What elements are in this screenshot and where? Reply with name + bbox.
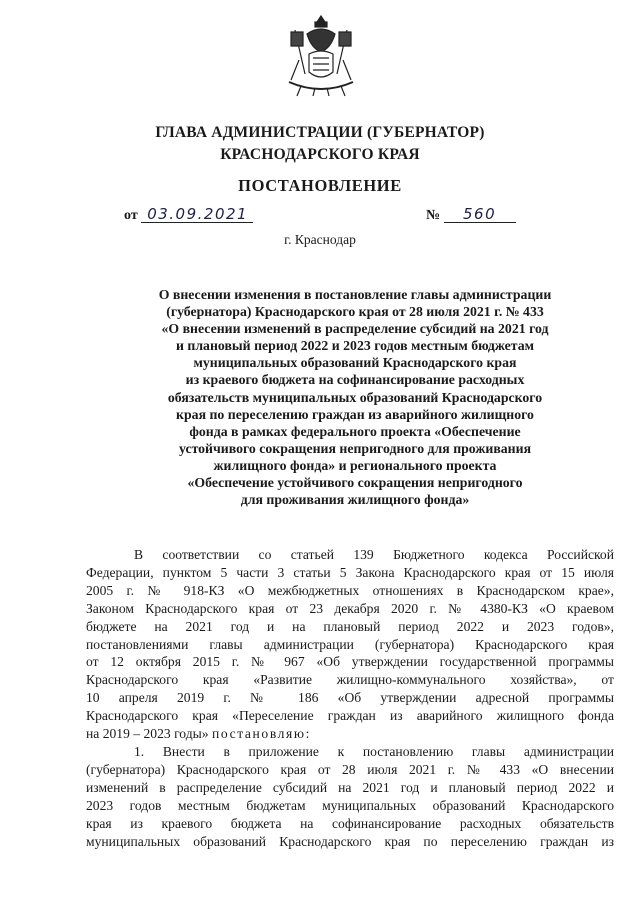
body-line: (губернатора) Краснодарского края от 28 июля 2021 г. № 433 «О внесении (86, 761, 614, 777)
title-line: жилищного фонда» и регионального проекта (213, 457, 497, 473)
body-line: бюджете на 2021 год и на плановый период 2022 и 2023 годов», (86, 618, 614, 634)
body-line: муниципальных образований Краснодарского края по переселению граждан из (86, 833, 614, 849)
body-line: Краснодарского края «Развитие жилищно-коммунального хозяйства», от (86, 672, 614, 688)
date-value: 03.09.2021 (141, 206, 253, 223)
coat-of-arms-emblem (285, 12, 357, 98)
number-line (426, 206, 516, 224)
body-line-resolve (86, 725, 614, 743)
document-title (130, 286, 580, 508)
city: г. Краснодар (284, 232, 356, 247)
organization-line-1: ГЛАВА АДМИНИСТРАЦИИ (ГУБЕРНАТОР) (155, 124, 485, 141)
title-line: фонда в рамках федерального проекта «Обеспечение (189, 423, 521, 439)
organization-line-2: КРАСНОДАРСКОГО КРАЯ (220, 146, 420, 163)
title-line: устойчивого сокращения непригодного для проживания (178, 440, 532, 456)
title-line: муниципальных образований Краснодарского края (193, 355, 517, 371)
title-line: «Обеспечение устойчивого сокращения непригодного (187, 475, 523, 491)
body-line: В соответствии со статьей 139 Бюджетного кодекса Российской (134, 547, 614, 562)
number-value: 560 (444, 206, 516, 223)
body-line: изменений в распределение субсидий на 2021 год и плановый период 2022 и (86, 779, 614, 795)
title-line: (губернатора) Краснодарского края от 28 июля 2021 г. № 433 (166, 304, 544, 320)
body-line: постановлениями главы администрации (губернатора) Краснодарского края (86, 636, 614, 652)
title-line: «О внесении изменений в распределение субсидий на 2021 год (161, 321, 549, 337)
body-line: 10 апреля 2019 г. № 186 «Об утверждении адресной программы (86, 690, 614, 706)
document-body (86, 546, 614, 850)
body-line: 2005 г. № 918-КЗ «О межбюджетных отношениях в Краснодарском крае», (86, 582, 614, 598)
body-line: края из краевого бюджета на софинансирование расходных обязательств (86, 815, 614, 831)
number-prefix: № (426, 208, 441, 223)
body-line: 2023 годов местным бюджетам муниципальных образований Краснодарского (86, 797, 614, 813)
resolve-word: постановляю: (211, 726, 312, 742)
title-line: обязательств муниципальных образований Краснодарского (167, 389, 543, 405)
body-line: Законом Краснодарского края от 23 декабря 2020 г. № 4380-КЗ «О краевом (86, 600, 614, 616)
title-line: края по переселению граждан из аварийного жилищного (176, 406, 534, 422)
document-type: ПОСТАНОВЛЕНИЕ (238, 176, 402, 195)
body-line: Краснодарского края «Переселение граждан из аварийного жилищного фонда (86, 708, 614, 724)
title-line: для проживания жилищного фонда» (240, 492, 470, 508)
date-line (124, 206, 253, 224)
title-line: и плановый период 2022 и 2023 годов местным бюджетам (175, 338, 535, 354)
body-line: на 2019 – 2023 годы» (86, 726, 209, 742)
body-line: от 12 октября 2015 г. № 967 «Об утверждении государственной программы (86, 654, 614, 670)
title-line: из краевого бюджета на софинансирование расходных (185, 372, 525, 388)
body-line: Федерации, пунктом 5 части 3 статьи 5 Закона Краснодарского края от 15 июля (86, 564, 614, 580)
body-line: 1. Внести в приложение к постановлению главы администрации (134, 743, 614, 759)
title-line: О внесении изменения в постановление главы администрации (158, 287, 552, 302)
date-prefix: от (124, 208, 138, 223)
